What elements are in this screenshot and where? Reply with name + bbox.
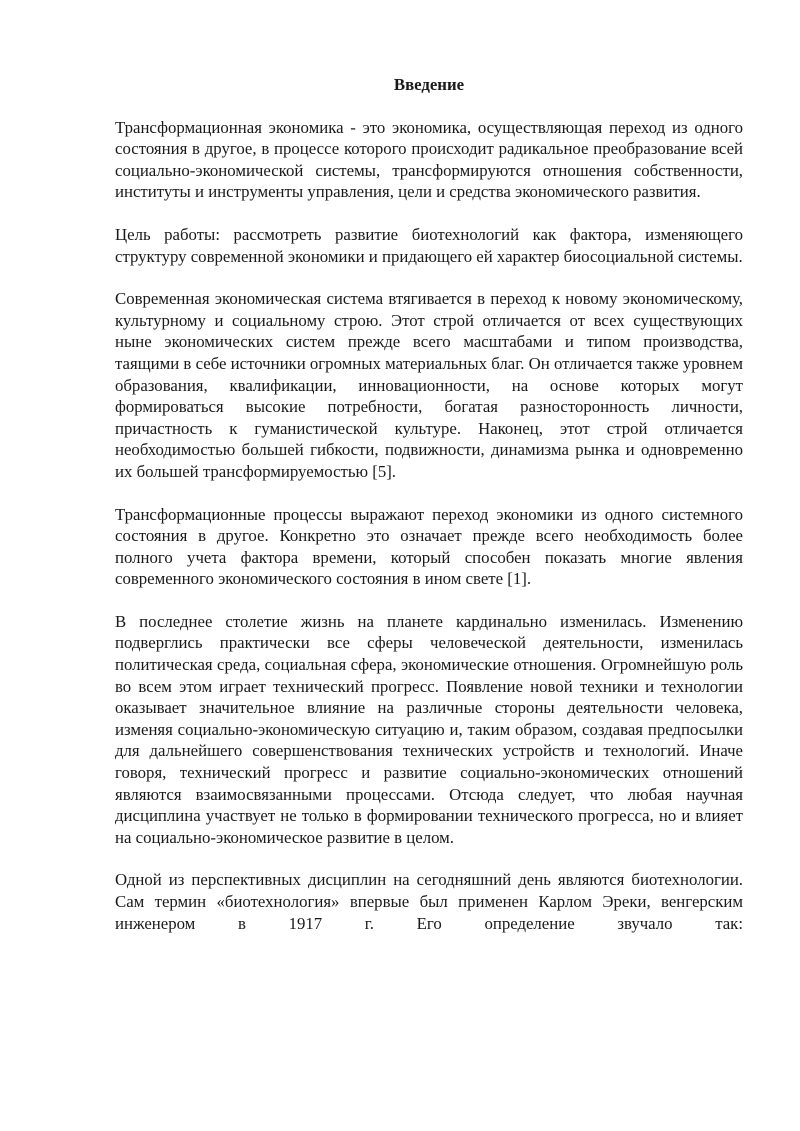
document-title: Введение [393,75,465,94]
paragraph-3: Современная экономическая система втягивается в переход к новому экономическому, культурному и социальному строю. Этот строй отличается от всех существующих ныне экономических систем прежде всего масштабами и типом производства, таящими в себе источники огромных материальных благ. Он отличается также уровнем образования, квалификации, инновационности, на основе которых могут формироваться высокие потребности, богатая разносторонность личности, причастность к гуманистической культуре. Наконец, этот строй отличается необходимостью большей гибкости, подвижности, динамизма рынка и одновременно их большей трансформируемостью [5]. [115,289,743,481]
paragraph-5: В последнее столетие жизнь на планете кардинально изменилась. Изменению подверглись практически все сферы человеческой деятельности, изменилась политическая среда, социальная сфера, экономические отношения. Огромнейшую роль во всем этом играет технический прогресс. Появление новой техники и технологии оказывает значительное влияние на различные стороны деятельности человека, изменяя социально-экономическую ситуацию и, таким образом, создавая предпосылки для дальнейшего совершенствования технических устройств и технологий. Иначе говоря, технический прогресс и развитие социально-экономических отношений являются взаимосвязанными процессами. Отсюда следует, что любая научная дисциплина участвует не только в формировании технического прогресса, но и влияет на социально-экономическое развитие в целом. [115,611,743,847]
paragraph-6: Одной из перспективных дисциплин на сегодняшний день являются биотехнологии. Сам термин «биотехнология» впервые был применен Карлом Эреки, венгерским инженером в 1917 г. Его определение звучало так: [115,870,743,933]
paragraph-4: Трансформационные процессы выражают переход экономики из одного системного состояния в другое. Конкретно это означает прежде всего необходимость более полного учета фактора времени, который способен показать многие явления современного экономического состояния в ином свете [1]. [115,504,743,589]
document-page [115,74,743,934]
paragraph-2: Цель работы: рассмотреть развитие биотехнологий как фактора, изменяющего структуру современной экономики и придающего ей характер биосоциальной системы. [115,224,743,266]
paragraph-1: Трансформационная экономика - это экономика, осуществляющая переход из одного состояния в другое, в процессе которого происходит радикальное преобразование всей социально-экономической системы, трансформируются отношения собственности, институты и инструменты управления, цели и средства экономического развития. [115,117,743,202]
